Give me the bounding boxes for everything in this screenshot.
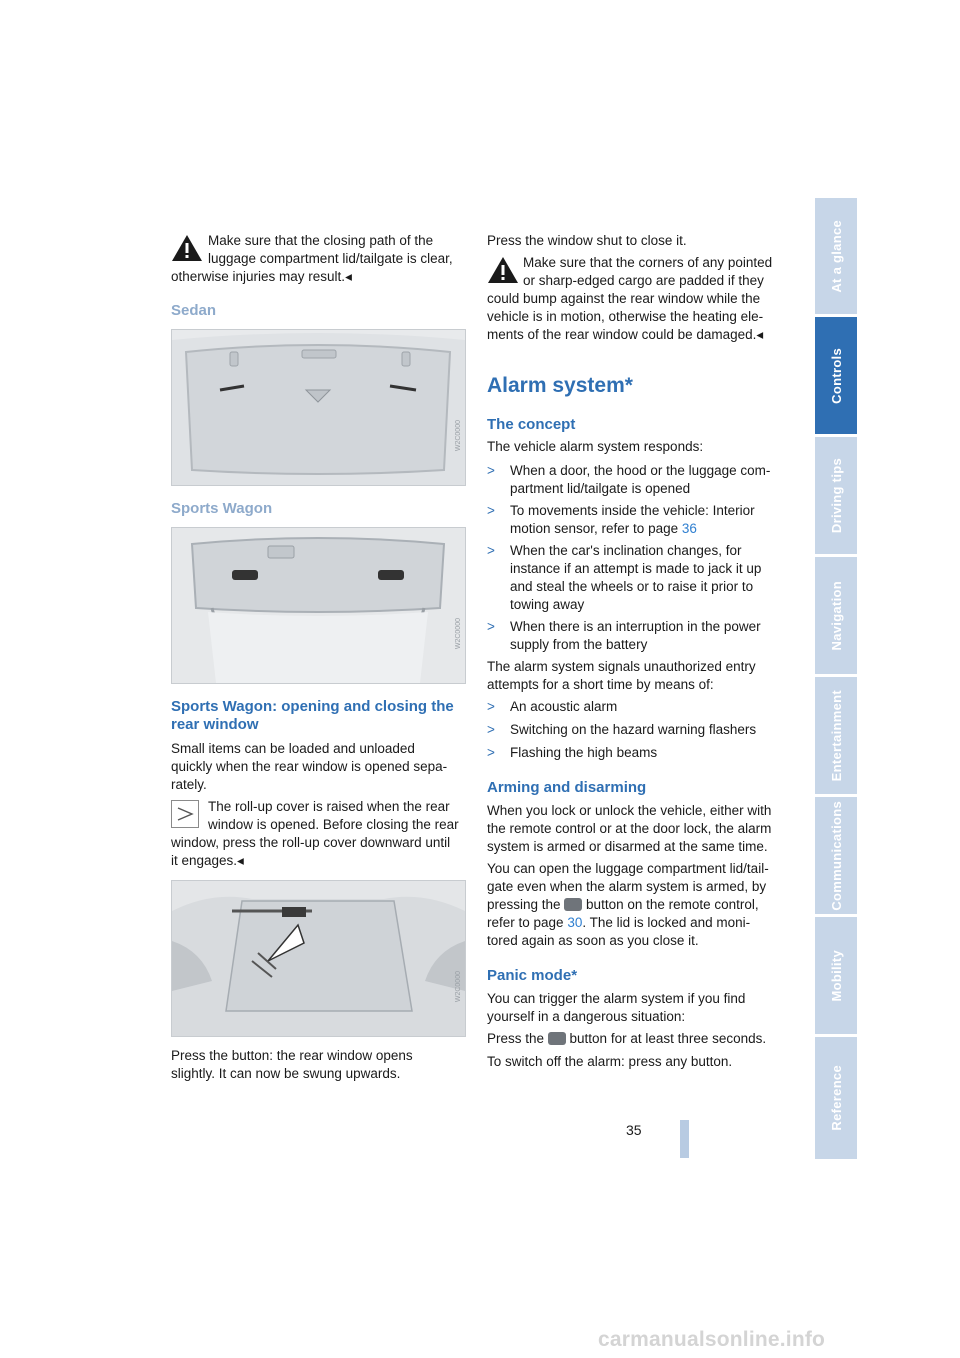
note-text: window is opened. Before closing the rear [208, 817, 459, 832]
body-text: You can trigger the alarm system if you find [487, 991, 746, 1006]
body-text: Small items can be loaded and unloaded [171, 741, 415, 756]
trunk-button-icon [548, 1032, 566, 1045]
page-link-36[interactable]: 36 [681, 521, 697, 536]
body-text: quickly when the rear window is opened sepa- [171, 759, 448, 774]
warning-line: ments of the rear window could be damaged.◂ [487, 327, 764, 342]
warning-line: luggage compartment lid/tailgate is clear, [208, 251, 453, 266]
tab-at-a-glance[interactable]: At a glance [815, 198, 857, 314]
trunk-button-icon [564, 898, 582, 911]
tab-controls[interactable]: Controls [815, 317, 857, 434]
body-text: pressing the button on the remote control, [487, 897, 759, 912]
body-text: To switch off the alarm: press any button. [487, 1054, 733, 1069]
figure-code: W2C0000 [455, 971, 462, 1003]
note-text: The roll-up cover is raised when the rear [208, 799, 450, 814]
note-arrow-icon [171, 800, 199, 828]
body-text: You can open the luggage compartment lid/tail- [487, 861, 769, 876]
heading-panic-mode: Panic mode* [487, 967, 578, 984]
body-text: Press the window shut to close it. [487, 233, 687, 248]
body-text: The vehicle alarm system responds: [487, 439, 704, 454]
warning-line: otherwise injuries may result.◂ [171, 269, 352, 284]
heading-sedan: Sedan [171, 302, 217, 319]
figure-code: W2C0000 [455, 420, 462, 452]
body-text: The alarm system signals unauthorized entry [487, 659, 756, 674]
body-text: yourself in a dangerous situation: [487, 1009, 686, 1024]
page-number-bar [680, 1120, 689, 1158]
note-text: it engages.◂ [171, 853, 244, 868]
heading-arming-disarming: Arming and disarming [487, 779, 647, 796]
warning-triangle-icon [487, 256, 519, 284]
warning-line: or sharp-edged cargo are padded if they [523, 273, 764, 288]
heading-the-concept: The concept [487, 416, 576, 433]
rear-window-button-figure [171, 880, 466, 1037]
body-text: When you lock or unlock the vehicle, either with [487, 803, 772, 818]
tab-reference[interactable]: Reference [815, 1037, 857, 1159]
warning-line: Make sure that the corners of any pointed [523, 255, 773, 270]
body-text: attempts for a short time by means of: [487, 677, 714, 692]
body-text: Press the button for at least three seconds. [487, 1031, 767, 1046]
sedan-trunk-figure [171, 329, 466, 486]
heading-sports-wagon: Sports Wagon [171, 500, 273, 517]
body-text: gate even when the alarm system is armed, by [487, 879, 767, 894]
warning-line: could bump against the rear window while the [487, 291, 761, 306]
figure-code: W2C0000 [455, 618, 462, 650]
warning-line: Make sure that the closing path of the [208, 233, 434, 248]
body-text: the remote control or at the door lock, the alarm [487, 821, 772, 836]
tab-mobility[interactable]: Mobility [815, 917, 857, 1034]
body-text: refer to page 30. The lid is locked and moni- [487, 915, 751, 930]
heading-alarm-system: Alarm system* [487, 374, 633, 397]
body-text: slightly. It can now be swung upwards. [171, 1066, 401, 1081]
tab-communications[interactable]: Communications [815, 797, 857, 914]
page-number: 35 [626, 1122, 642, 1138]
tab-driving-tips[interactable]: Driving tips [815, 437, 857, 554]
tab-navigation[interactable]: Navigation [815, 557, 857, 674]
footer-watermark: carmanualsonline.info [598, 1328, 826, 1351]
page-link-30[interactable]: 30 [567, 915, 583, 930]
warning-triangle-icon [171, 234, 203, 262]
warning-line: vehicle is in motion, otherwise the heating ele- [487, 309, 764, 324]
body-text: tored again as soon as you close it. [487, 933, 699, 948]
tab-entertainment[interactable]: Entertainment [815, 677, 857, 794]
body-text: Press the button: the rear window opens [171, 1048, 413, 1063]
heading-rear-window: Sports Wagon: opening and closing the rear window [171, 698, 454, 733]
note-text: window, press the roll-up cover downward until [171, 835, 451, 850]
body-text: system is armed or disarmed at the same time. [487, 839, 768, 854]
body-text: rately. [171, 777, 207, 792]
wagon-tailgate-figure [171, 527, 466, 684]
